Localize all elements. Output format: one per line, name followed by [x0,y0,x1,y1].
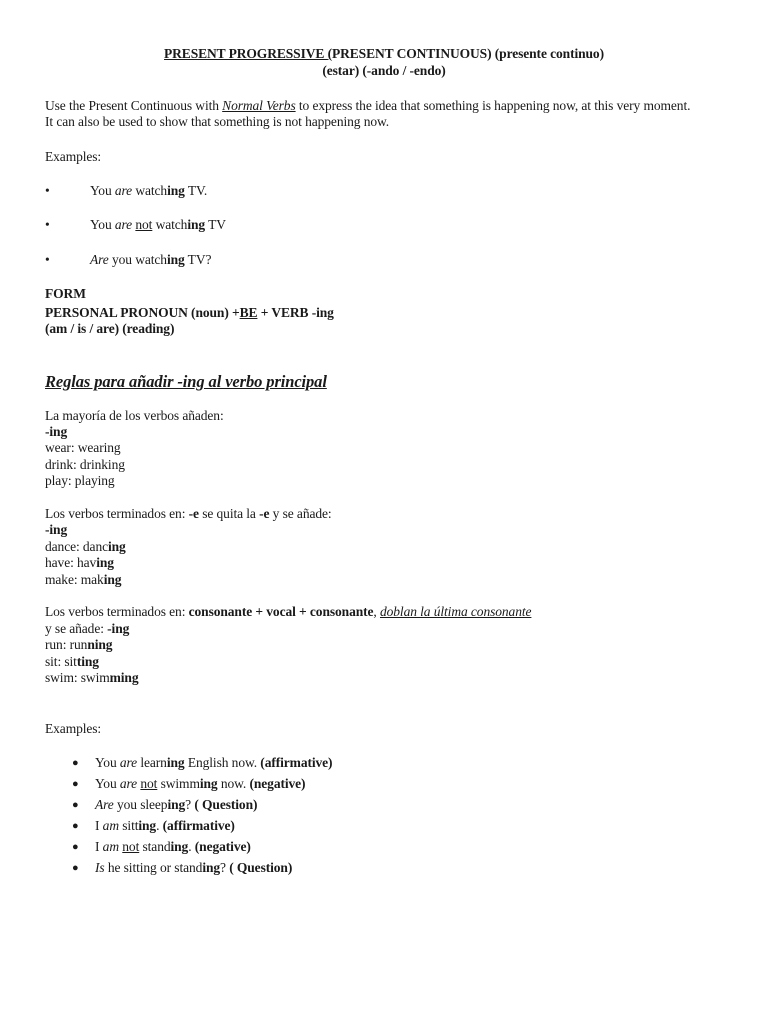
rule-3-intro [45,604,531,620]
text: make: mak [45,572,104,587]
text: are [114,183,133,198]
text: (affirmative) [260,755,333,770]
rule-2-intro [45,506,332,522]
text: now. [217,776,250,791]
bullet-icon: ● [72,778,79,790]
bullet-icon: ● [72,862,79,874]
text: ing [167,797,186,812]
text: ing [166,755,185,770]
title-part: (presente continuo) [491,46,604,61]
text: I [95,818,103,833]
text: PERSONAL PRONOUN (noun) + [45,305,240,320]
bullet-icon: ● [72,820,79,832]
rule-1-intro: La mayoría de los verbos añaden: [45,408,224,423]
text: ing [167,183,185,198]
text: not [135,217,153,232]
text: ing [103,572,122,587]
text: , [373,604,380,619]
text: You [90,217,115,232]
text: Is [95,860,105,875]
text: watch [132,183,168,198]
rule-1-example: wear: wearing [45,440,121,455]
example-1 [90,183,207,199]
text: -ing [107,621,130,636]
text: ing [187,217,206,232]
text: ning [87,637,113,652]
text: ing [108,539,126,554]
text: -e [188,506,199,521]
text: (negative) [249,776,306,791]
text: ing [170,839,189,854]
text: am [102,839,119,854]
bullet-icon: ● [72,757,79,769]
text: You [95,755,120,770]
examples-label: Examples: [45,149,102,164]
bullet-icon: ● [72,799,79,811]
text: Los verbos terminados en: [45,506,189,521]
text: swimm [157,776,200,791]
text: ing [199,776,218,791]
text: ing [166,252,185,267]
text: dance: danc [45,539,108,554]
text: You [95,776,120,791]
text: y se añade: [45,621,108,636]
text: learn [137,755,167,770]
text: Are [90,252,109,267]
text: . [156,818,163,833]
text: ming [109,670,139,685]
example-question [95,860,292,876]
page-subtitle: (estar) (-ando / -endo) [322,63,446,78]
bullet-icon: • [45,183,50,198]
example-2 [90,217,226,233]
rule-1-suffix: -ing [45,424,68,439]
text: + VERB -ing [257,305,334,320]
text: Los verbos terminados en: [45,604,189,619]
bullet-icon: ● [72,841,79,853]
text: ( Question) [194,797,258,812]
text: -e [259,506,270,521]
rule-1-example: drink: drinking [45,457,125,472]
rule-3-example [45,654,99,670]
intro-text: Use the Present Continuous with [45,98,223,113]
text: run: run [45,637,88,652]
example-negative [95,839,251,855]
text: swim: swim [45,670,110,685]
text: ( Question) [229,860,293,875]
text: (negative) [194,839,251,854]
rule-3-line-2 [45,621,129,637]
text: TV [205,217,226,232]
normal-verbs-link[interactable]: Normal Verbs [222,98,296,113]
example-affirmative [95,755,332,771]
text: You [90,183,115,198]
text: ing [96,555,114,570]
title-part: PRESENT CONTINUOUS) [331,46,492,61]
example-question [95,797,257,813]
text: he sitting or stand [104,860,203,875]
text: you watch [108,252,167,267]
examples-label: Examples: [45,721,102,736]
text: have: hav [45,555,97,570]
rule-2-example [45,539,126,555]
text: are [119,776,138,791]
rule-3-example [45,637,112,653]
text: are [119,755,138,770]
text: (affirmative) [162,818,235,833]
text: BE [239,305,258,320]
intro-line-2: It can also be used to show that something is not happening now. [45,114,390,129]
form-label: FORM [45,286,86,301]
text: ? [220,860,230,875]
text: TV. [184,183,208,198]
text: not [122,839,140,854]
text: not [140,776,158,791]
intro-line-1 [45,98,690,114]
text: stand [139,839,171,854]
text: you sleep [113,797,168,812]
title-part: ( [327,46,332,61]
text: Are [95,797,114,812]
text: se quita la [198,506,260,521]
form-line-1 [45,305,334,321]
text: are [114,217,133,232]
page-title [0,46,768,62]
text: sitt [118,818,139,833]
rule-3-example [45,670,139,686]
text: ting [76,654,99,669]
text: am [102,818,119,833]
rule-2-example [45,572,121,588]
example-3 [90,252,211,268]
rule-2-suffix: -ing [45,522,68,537]
text: . [188,839,195,854]
text: ing [202,860,221,875]
bullet-icon: • [45,217,50,232]
rules-heading: Reglas para añadir -ing al verbo principal [45,372,327,391]
intro-text: to express the idea that something is happening now, at this very moment. [295,98,691,113]
rule-2-example [45,555,114,571]
title-part: PRESENT PROGRESSIVE [164,46,328,61]
text: doblan la última consonante [379,604,532,619]
text: sit: sit [45,654,77,669]
text: ing [138,818,157,833]
example-affirmative [95,818,235,834]
text: TV? [184,252,212,267]
example-negative [95,776,305,792]
form-line-2: (am / is / are) (reading) [45,321,175,336]
text: consonante + vocal + consonante [188,604,374,619]
rule-1-example: play: playing [45,473,115,488]
text: I [95,839,103,854]
bullet-icon: • [45,252,50,267]
text: ? [185,797,195,812]
text: English now. [184,755,261,770]
text: watch [152,217,188,232]
text: y se añade: [269,506,332,521]
